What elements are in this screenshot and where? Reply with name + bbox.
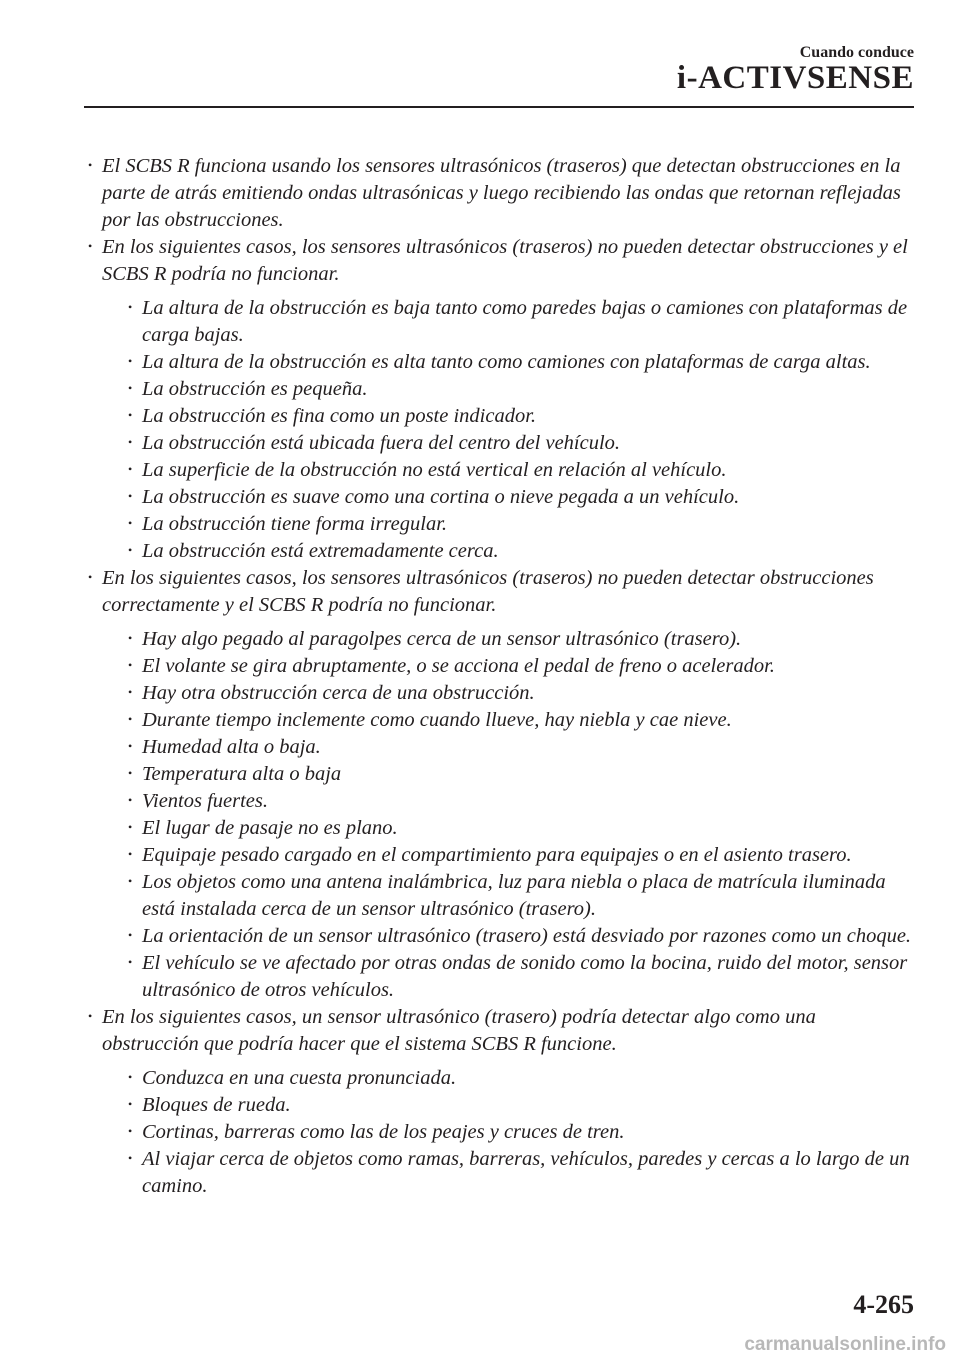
page-header [0,0,960,120]
sub-bullet-list [102,626,914,1004]
sub-list-item: • La obstrucción es fina como un poste indicador. [124,403,914,430]
watermark: carmanualsonline.info [744,1334,946,1355]
sub-list-item: • El vehículo se ve afectado por otras ondas de sonido como la bocina, ruido del motor, sensor ultrasónico de otros vehículos. [124,950,914,1004]
sub-list-item: • La superficie de la obstrucción no está vertical en relación al vehículo. [124,457,914,484]
sub-list-item: • Los objetos como una antena inalámbrica, luz para niebla o placa de matrícula iluminada está instalada cerca de un sensor ultrasónico (trasero). [124,869,914,923]
sub-list-item: • La obstrucción es suave como una cortina o nieve pegada a un vehículo. [124,484,914,511]
sub-list-item: • La obstrucción tiene forma irregular. [124,511,914,538]
sub-list-item: • Conduzca en una cuesta pronunciada. [124,1065,914,1092]
sub-list-item: • Al viajar cerca de objetos como ramas, barreras, vehículos, paredes y cercas a lo largo de un camino. [124,1146,914,1200]
sub-list-item: • La obstrucción está ubicada fuera del centro del vehículo. [124,430,914,457]
sub-list-item: • Equipaje pesado cargado en el compartimiento para equipajes o en el asiento trasero. [124,842,914,869]
sub-list-item: • La obstrucción está extremadamente cerca. [124,538,914,565]
list-item-text: En los siguientes casos, un sensor ultrasónico (trasero) podría detectar algo como una obstrucción que podría hacer que el sistema SCBS R funcione. [102,1006,816,1055]
sub-list-item: • Vientos fuertes. [124,788,914,815]
sub-list-item: • La obstrucción es pequeña. [124,376,914,403]
section-label: Cuando conduce [799,44,914,61]
sub-bullet-list [102,295,914,565]
sub-list-item: • El volante se gira abruptamente, o se acciona el pedal de freno o acelerador. [124,653,914,680]
list-item-text: En los siguientes casos, los sensores ultrasónicos (traseros) no pueden detectar obstrucciones correctamente y el SCBS R podría no funcionar. [102,567,874,616]
list-item-text: En los siguientes casos, los sensores ultrasónicos (traseros) no pueden detectar obstrucciones y el SCBS R podría no funcionar. [102,236,908,285]
list-item [84,234,914,565]
list-item [84,565,914,1004]
sub-list-item: • Hay otra obstrucción cerca de una obstrucción. [124,680,914,707]
header-divider [84,106,914,108]
list-item [84,153,914,234]
bullet-list [84,153,914,1200]
chapter-title: i-ACTIVSENSE [676,60,914,96]
sub-list-item: • Humedad alta o baja. [124,734,914,761]
sub-list-item: • Cortinas, barreras como las de los peajes y cruces de tren. [124,1119,914,1146]
sub-bullet-list [102,1065,914,1200]
sub-list-item: • Temperatura alta o baja [124,761,914,788]
list-item [84,1004,914,1200]
sub-list-item: • El lugar de pasaje no es plano. [124,815,914,842]
page-content [84,153,914,1200]
sub-list-item: • Bloques de rueda. [124,1092,914,1119]
page-number: 4-265 [853,1290,914,1319]
sub-list-item: • La altura de la obstrucción es baja tanto como paredes bajas o camiones con plataformas de carga bajas. [124,295,914,349]
sub-list-item: • La orientación de un sensor ultrasónico (trasero) está desviado por razones como un choque. [124,923,914,950]
sub-list-item: • Hay algo pegado al paragolpes cerca de un sensor ultrasónico (trasero). [124,626,914,653]
sub-list-item: • Durante tiempo inclemente como cuando llueve, hay niebla y cae nieve. [124,707,914,734]
list-item-text: El SCBS R funciona usando los sensores ultrasónicos (traseros) que detectan obstrucciones en la parte de atrás emitiendo ondas ultrasónicas y luego recibiendo las ondas que retornan reflejadas por las obstrucciones. [102,155,901,231]
sub-list-item: • La altura de la obstrucción es alta tanto como camiones con plataformas de carga altas. [124,349,914,376]
